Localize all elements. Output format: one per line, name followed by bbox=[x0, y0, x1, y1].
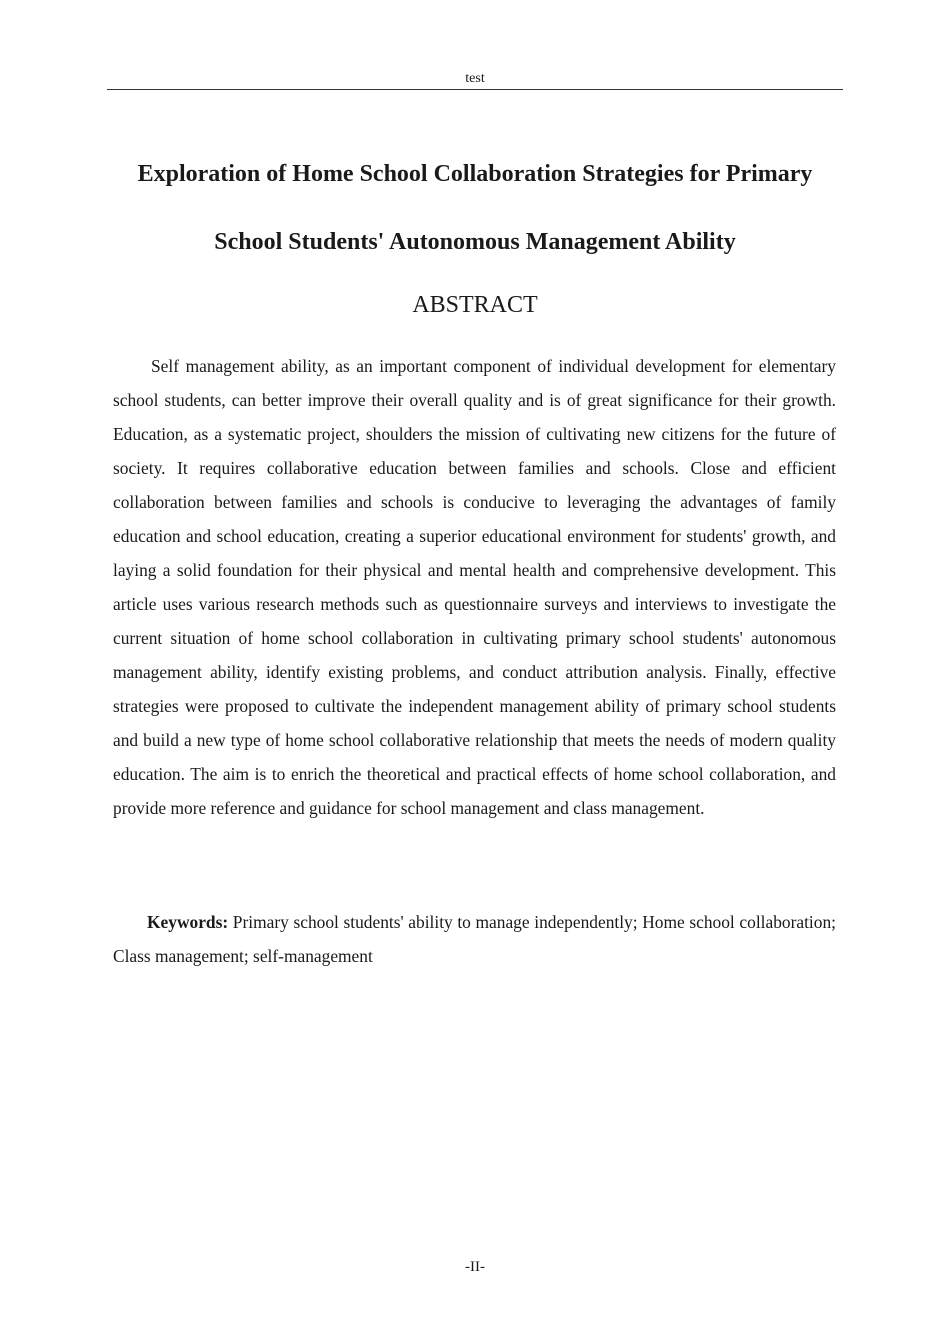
header-divider bbox=[107, 89, 843, 90]
abstract-heading: ABSTRACT bbox=[412, 292, 538, 318]
title-line-2: School Students' Autonomous Management Ability bbox=[214, 229, 736, 255]
page-number: -II- bbox=[465, 1259, 485, 1275]
keywords-paragraph bbox=[113, 905, 836, 973]
abstract-body: Self management ability, as an important component of individual development for elementary school students, can better improve their overall quality and is of great significance for their growth. Education, as a systematic project, shoulders the mission of cultivating new citizens for the future of society. It requires collaborative education between families and schools. Close and efficient collaboration between families and schools is conducive to leveraging the advantages of family education and school education, creating a superior educational environment for students' growth, and laying a solid foundation for their physical and mental health and comprehensive development. This article uses various research methods such as questionnaire surveys and interviews to investigate the current situation of home school collaboration in cultivating primary school students' autonomous management ability, identify existing problems, and conduct attribution analysis. Finally, effective strategies were proposed to cultivate the independent management ability of primary school students and build a new type of home school collaborative relationship that meets the needs of modern quality education. The aim is to enrich the theoretical and practical effects of home school collaboration, and provide more reference and guidance for school management and class management. bbox=[113, 356, 836, 818]
document-title bbox=[100, 140, 850, 276]
page-header: test bbox=[465, 71, 485, 86]
title-line-1: Exploration of Home School Collaboration Strategies for Primary bbox=[137, 161, 813, 187]
keywords-text: Primary school students' ability to manage independently; Home school collaboration; Class management; self-management bbox=[113, 912, 836, 966]
keywords-label: Keywords: bbox=[147, 912, 229, 932]
